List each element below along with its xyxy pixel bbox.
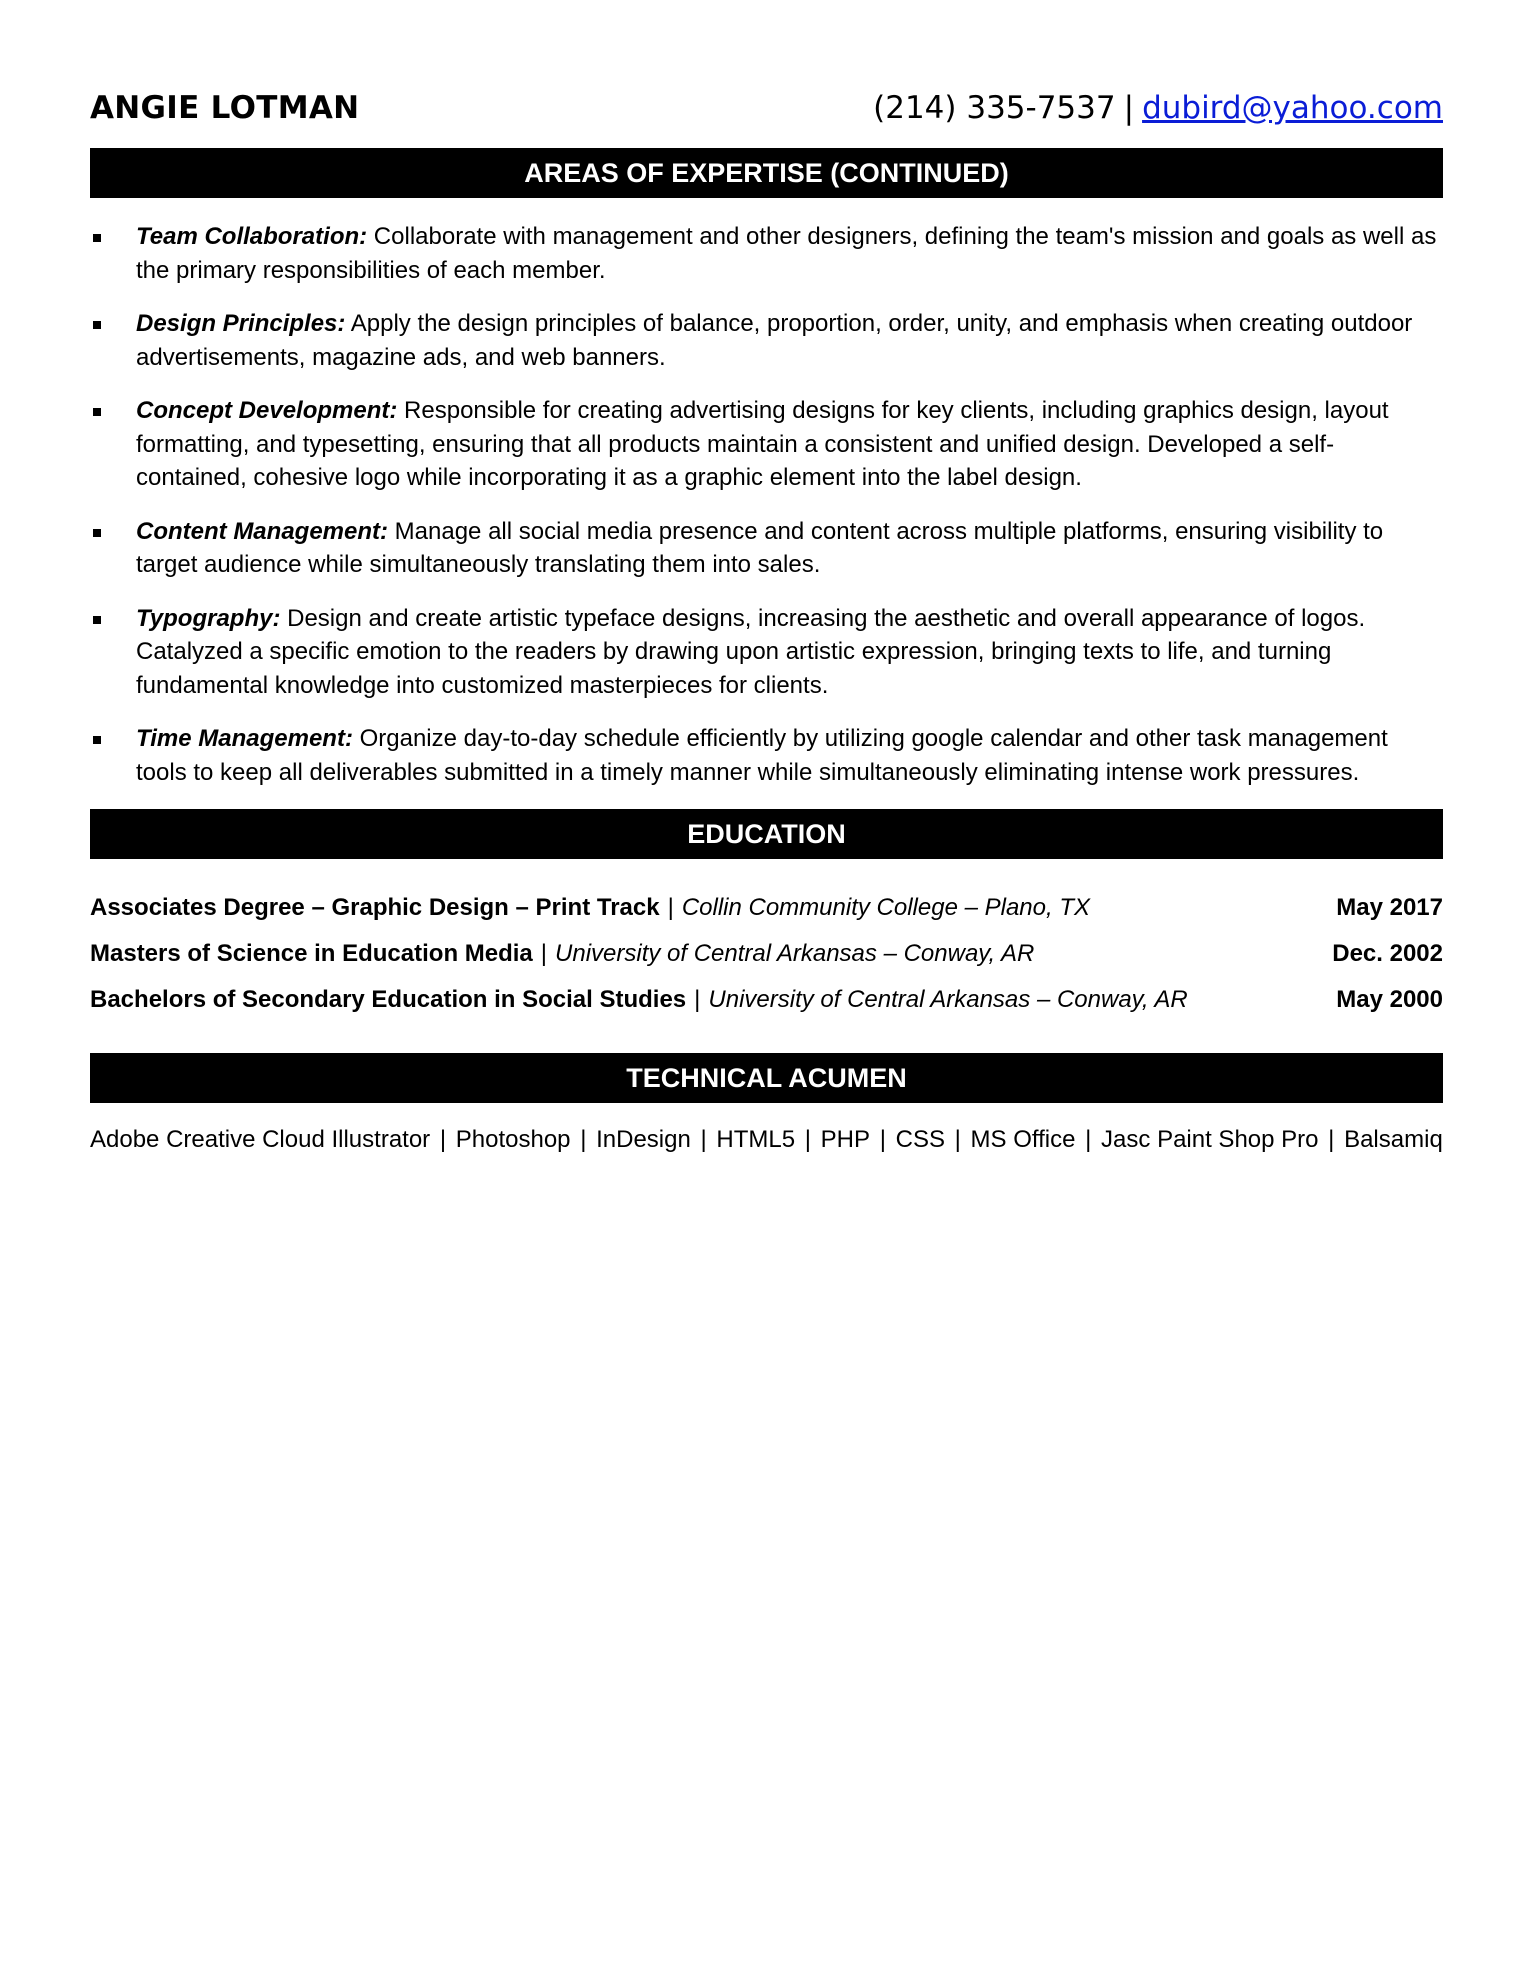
resume-page [90,90,1443,1157]
square-bullet-icon [93,234,101,242]
school-name: University of Central Arkansas – Conway, AR [555,940,1035,967]
school-name: University of Central Arkansas – Conway, AR [708,986,1188,1013]
skill-item: PHP [820,1126,871,1153]
skill-item: HTML5 [716,1126,796,1153]
list-item [90,307,1443,374]
education-details [90,885,1090,931]
expertise-list [90,220,1443,789]
list-item [90,722,1443,789]
pipe-separator: | [694,986,701,1013]
list-item [90,602,1443,703]
contact-separator: | [1123,90,1135,126]
skill-item: InDesign [596,1126,691,1153]
list-item [90,394,1443,495]
skill-item: Adobe Creative Cloud Illustrator [90,1126,431,1153]
pipe-separator: | [954,1126,961,1153]
square-bullet-icon [93,529,101,537]
education-details [90,931,1034,977]
square-bullet-icon [93,408,101,416]
technical-skills-line [90,1123,1443,1157]
square-bullet-icon [93,616,101,624]
contact-info [873,90,1443,126]
degree-name: Bachelors of Secondary Education in Social Studies [90,986,687,1013]
list-item [90,515,1443,582]
expertise-text: Manage all social media presence and content across multiple platforms, ensuring visibility to target audience while simultaneously translating them into sales. [136,517,1384,578]
square-bullet-icon [93,321,101,329]
education-section-title: EDUCATION [90,809,1443,859]
degree-name: Associates Degree – Graphic Design – Print Track [90,894,660,921]
expertise-text: Design and create artistic typeface designs, increasing the aesthetic and overall appearance of logos. Catalyzed a specific emotion to the readers by drawing upon artistic expression, bringing texts to life, and turning fundamental knowledge into customized masterpieces for clients. [136,604,1366,699]
expertise-section-title: AREAS OF EXPERTISE (CONTINUED) [90,148,1443,198]
expertise-text: Apply the design principles of balance, proportion, order, unity, and emphasis when creating outdoor advertisements, magazine ads, and web banners. [136,310,1413,371]
graduation-date: Dec. 2002 [1332,940,1443,967]
candidate-name: ANGIE LOTMAN [90,90,360,126]
education-entry [90,977,1443,1023]
pipe-separator: | [580,1126,587,1153]
skill-item: Jasc Paint Shop Pro [1101,1126,1319,1153]
expertise-text: Collaborate with management and other designers, defining the team's mission and goals as well as the primary responsibilities of each member. [136,223,1437,284]
skill-item: Balsamiq [1344,1126,1443,1153]
pipe-separator: | [1328,1126,1335,1153]
technical-section-title: TECHNICAL ACUMEN [90,1053,1443,1103]
pipe-separator: | [804,1126,811,1153]
pipe-separator: | [700,1126,707,1153]
expertise-term: Team Collaboration: [136,223,368,250]
graduation-date: May 2017 [1336,894,1443,921]
expertise-term: Time Management: [136,725,353,752]
expertise-text: Responsible for creating advertising designs for key clients, including graphics design, layout formatting, and typesetting, ensuring that all products maintain a consistent and unified design. Developed a self-contained, cohesive logo while incorporating it as a graphic element into the label design. [136,397,1389,491]
pipe-separator: | [439,1126,447,1153]
square-bullet-icon [93,736,101,744]
resume-header [90,90,1443,142]
expertise-term: Design Principles: [136,310,346,337]
education-details [90,977,1188,1023]
expertise-term: Typography: [136,604,281,632]
expertise-term: Concept Development: [136,397,398,424]
education-list [90,885,1443,1023]
degree-name: Masters of Science in Education Media [90,940,533,967]
skill-item: MS Office [970,1126,1076,1153]
pipe-separator: | [1085,1126,1092,1153]
skill-item: CSS [895,1126,945,1153]
email-link[interactable]: dubird@yahoo.com [1142,90,1443,126]
education-entry [90,885,1443,931]
graduation-date: May 2000 [1336,986,1443,1013]
list-item [90,220,1443,287]
skill-item: Photoshop [455,1126,571,1153]
pipe-separator: | [540,940,548,967]
pipe-separator: | [667,894,674,921]
phone-number: (214) 335-7537 [873,90,1116,126]
school-name: Collin Community College – Plano, TX [681,894,1090,921]
education-entry [90,931,1443,977]
expertise-term: Content Management: [136,517,388,545]
pipe-separator: | [879,1126,886,1153]
expertise-text: Organize day-to-day schedule efficiently by utilizing google calendar and other task management tools to keep all deliverables submitted in a timely manner while simultaneously eliminating intense work pressures. [136,725,1388,786]
